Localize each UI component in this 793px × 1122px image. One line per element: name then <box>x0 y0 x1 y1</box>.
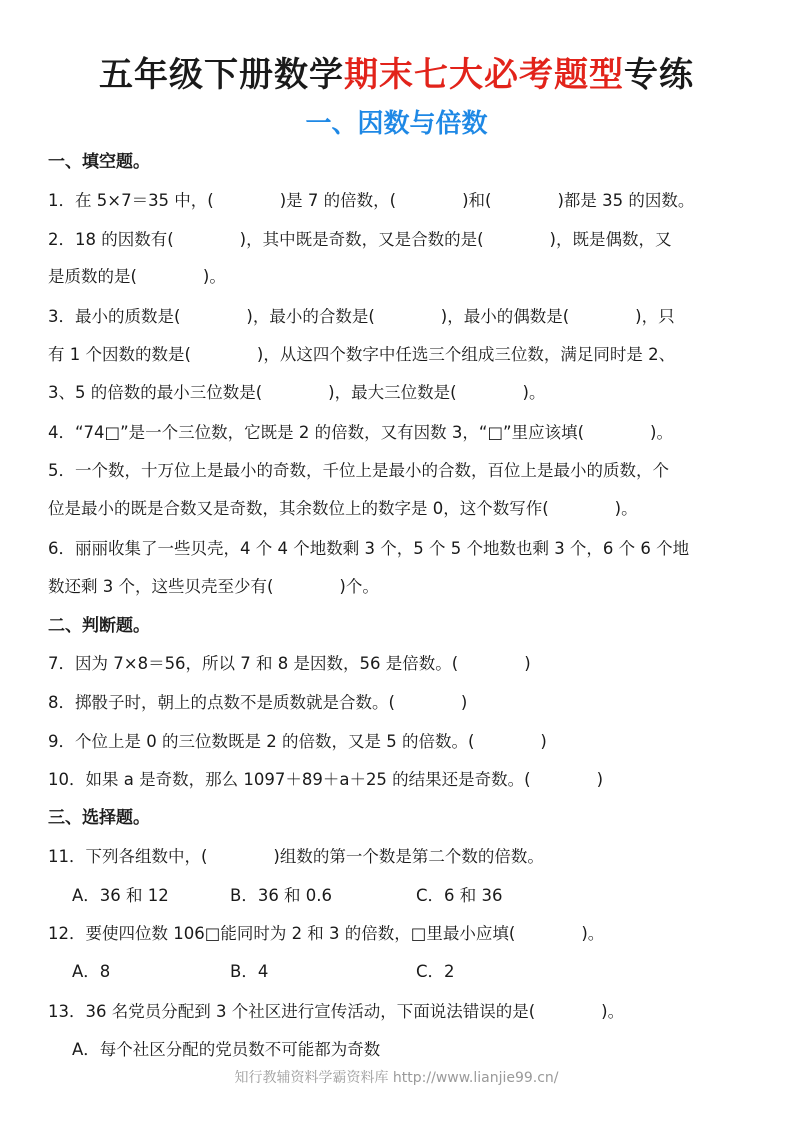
question-5-line-1: 5．一个数，十万位上是最小的奇数，千位上是最小的合数，百位上是最小的质数，个 <box>48 461 669 480</box>
section-heading-fill-blank: 一、填空题。 <box>48 152 150 172</box>
section-heading-true-false: 二、判断题。 <box>48 616 150 636</box>
question-6-line-1: 6．丽丽收集了一些贝壳，4 个 4 个地数剩 3 个，5 个 5 个地数也剩 3 个，6 个 6 个地 <box>48 539 690 558</box>
question-5-line-2: 位是最小的既是合数又是奇数，其余数位上的数字是 0，这个数写作( )。 <box>48 499 638 518</box>
section-heading-multiple-choice: 三、选择题。 <box>48 808 150 828</box>
question-3-line-1: 3．最小的质数是( )，最小的合数是( )，最小的偶数是( )，只 <box>48 307 675 326</box>
title-part2-highlight: 期末七大必考题型 <box>344 55 624 95</box>
question-1: 1．在 5×7＝35 中，( )是 7 的倍数，( )和( )都是 35 的因数。 <box>48 191 695 210</box>
question-9: 9．个位上是 0 的三位数既是 2 的倍数，又是 5 的倍数。( ) <box>48 732 547 751</box>
question-4: 4．“74□”是一个三位数，它既是 2 的倍数，又有因数 3，“□”里应该填( )。 <box>48 423 673 442</box>
question-13-option-a: A．每个社区分配的党员数不可能都为奇数 <box>72 1040 381 1059</box>
question-2-line-2: 是质数的是( )。 <box>48 267 226 286</box>
question-11-options <box>72 884 792 908</box>
page-title <box>0 52 793 98</box>
question-8: 8．掷骰子时，朝上的点数不是质数就是合数。( ) <box>48 693 468 712</box>
title-part3: 专练 <box>624 55 694 95</box>
option-a: A．8 <box>72 962 111 981</box>
question-6-line-2: 数还剩 3 个，这些贝壳至少有( )个。 <box>48 577 379 596</box>
question-13: 13．36 名党员分配到 3 个社区进行宣传活动，下面说法错误的是( )。 <box>48 1002 625 1021</box>
question-3-line-3: 3、5 的倍数的最小三位数是( )，最大三位数是( )。 <box>48 383 546 402</box>
option-b: B．4 <box>230 962 269 981</box>
footer-watermark: 知行教辅资料学霸资料库 http://www.lianjie99.cn/ <box>234 1070 559 1086</box>
question-7: 7．因为 7×8＝56，所以 7 和 8 是因数，56 是倍数。( ) <box>48 654 531 673</box>
question-3-line-2: 有 1 个因数的数是( )，从这四个数字中任选三个组成三位数，满足同时是 2、 <box>48 345 676 364</box>
page-subtitle: 一、因数与倍数 <box>305 109 488 139</box>
option-a: A．36 和 12 <box>72 886 169 905</box>
question-12-options <box>72 960 792 984</box>
question-12: 12．要使四位数 106□能同时为 2 和 3 的倍数，□里最小应填( )。 <box>48 924 605 943</box>
question-2-line-1: 2．18 的因数有( )，其中既是奇数，又是合数的是( )，既是偶数，又 <box>48 230 672 249</box>
question-10: 10．如果 a 是奇数，那么 1097＋89＋a＋25 的结果还是奇数。( ) <box>48 770 604 789</box>
option-b: B．36 和 0.6 <box>230 886 333 905</box>
option-c: C．2 <box>416 962 455 981</box>
title-part1: 五年级下册数学 <box>99 55 344 95</box>
option-c: C．6 和 36 <box>416 886 503 905</box>
question-11: 11．下列各组数中，( )组数的第一个数是第二个数的倍数。 <box>48 847 544 866</box>
